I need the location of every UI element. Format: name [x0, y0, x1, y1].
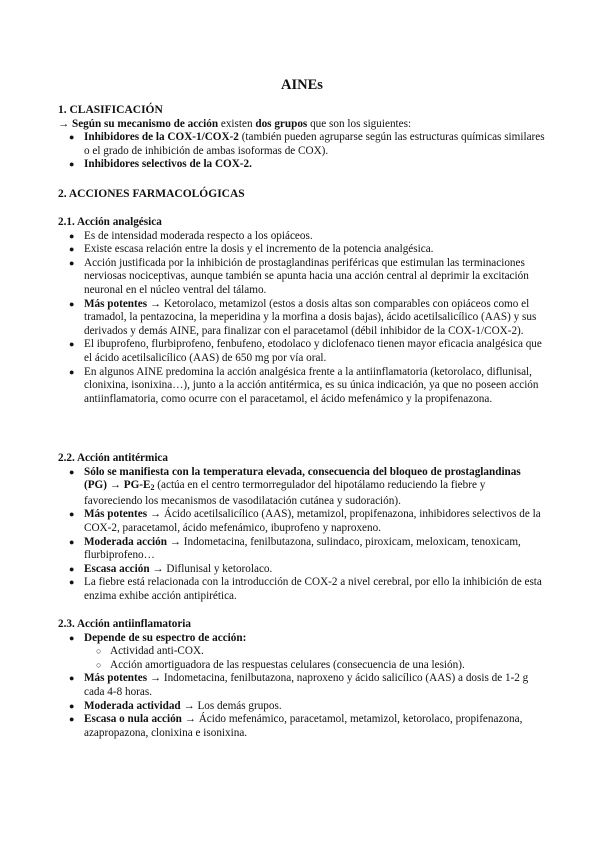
bullet-icon: ●: [69, 244, 75, 255]
classification-list: [58, 131, 546, 172]
hollow-bullet-icon: ○: [96, 659, 102, 670]
antitermica-list: [58, 466, 546, 604]
list-item: ● Escasa o nula acción → Ácido mefenámico, paracetamol, metamizol, ketorolaco, propifenazona, azapropazona, clonixina e isonixina.: [69, 713, 523, 739]
list-item: ● Escasa acción → Diflunisal y ketorolaco.: [69, 562, 273, 575]
bullet-icon: ●: [69, 366, 75, 377]
bullet-icon: ●: [69, 466, 75, 477]
subsection-antiinflamatoria: [58, 618, 546, 740]
subsection-heading: 2.3. Acción antiinflamatoria: [58, 618, 191, 630]
list-item: ● El ibuprofeno, flurbiprofeno, fenbufeno, etodolaco y diclofenaco tienen mayor eficacia analgésica que el ácido acetilsalicílico (AAS) de 650 mg por vía oral.: [69, 338, 542, 364]
nested-list-item: ○ Actividad anti-COX.: [96, 645, 204, 658]
bullet-icon: ●: [69, 257, 75, 268]
subsection-heading: 2.2. Acción antitérmica: [58, 452, 168, 464]
subsection-analgesica: [58, 216, 546, 406]
list-item: ● Es de intensidad moderada respecto a los opiáceos.: [69, 229, 313, 242]
document-title: AINEs: [281, 77, 323, 93]
list-item: ● Acción justificada por la inhibición de prostaglandinas periféricas que estimulan las terminaciones nerviosas nociceptivas, aunque también se apunta hacia una acción central al deprimir la excitación neuronal en el núcleo ventral del tálamo.: [69, 256, 529, 296]
list-item: ● Sólo se manifiesta con la temperatura elevada, consecuencia del bloqueo de prostaglandinas (PG) → PG-E2 (actúa en el centro termorregulador del hipotálamo reduciendo la fiebre y favoreciendo los mecanismos de vasodilatación cutánea y sudoración).: [69, 465, 521, 507]
list-item: ● Más potentes → Ácido acetilsalicílico (AAS), metamizol, propifenazona, inhibidores selectivos de la COX-2, paracetamol, ácido mefenámico, ibuprofeno y naproxeno.: [69, 508, 541, 534]
bullet-icon: ●: [69, 700, 75, 711]
list-item: ● Más potentes → Indometacina, fenilbutazona, naproxeno y ácido salicílico (AAS) a dosis de 1-2 g cada 4-8 horas.: [69, 672, 529, 698]
section-clasificacion: [58, 104, 546, 172]
bullet-icon: ●: [69, 509, 75, 520]
bullet-icon: ●: [69, 673, 75, 684]
bullet-icon: ●: [69, 714, 75, 725]
list-item: ● Más potentes → Ketorolaco, metamizol (estos a dosis altas son comparables con opiáceos como el tramadol, la pentazocina, la meperidina y la morfina a dosis bajas), ácido acetilsalicílico (AAS) y sus derivados y demás AINE, para finalizar con el paracetamol (débil inhibidor de la COX-1/COX-2).: [69, 297, 537, 337]
bullet-icon: ●: [69, 230, 75, 241]
bullet-icon: ●: [69, 632, 75, 643]
section-intro: → Según su mecanismo de acción existen dos grupos que son los siguientes:: [58, 117, 412, 130]
list-item: ● Depende de su espectro de acción: ○ Actividad anti-COX. ○ Acción amortiguadora de las respuestas celulares (consecuencia de una lesión).: [58, 632, 546, 673]
analgesica-list: [58, 230, 546, 407]
bullet-icon: ●: [69, 132, 75, 143]
subsection-heading: 2.1. Acción analgésica: [58, 216, 162, 228]
bullet-icon: ●: [69, 298, 75, 309]
antiinflamatoria-list: [58, 632, 546, 741]
section-heading: 1. CLASIFICACIÓN: [58, 104, 163, 116]
bullet-icon: ●: [69, 159, 75, 170]
bullet-icon: ●: [69, 563, 75, 574]
list-item: ● Inhibidores selectivos de la COX-2.: [69, 158, 252, 171]
list-item: ● La fiebre está relacionada con la introducción de COX-2 a nivel cerebral, por ello la inhibición de esta enzima exhibe acción antipirética.: [69, 576, 542, 602]
bullet-icon: ●: [69, 577, 75, 588]
list-item: ● En algunos AINE predomina la acción analgésica frente a la antiinflamatoria (ketorolaco, diflunisal, clonixina, isonixina…), junto a la acción antitérmica, es su única indicación, ya que no poseen acción antiinflamatoria, como ocurre con el paracetamol, el ácido mefenámico y la propifenazona.: [69, 365, 539, 405]
arrow-glyph: →: [58, 117, 70, 130]
bullet-icon: ●: [69, 339, 75, 350]
list-item: ● Existe escasa relación entre la dosis y el incremento de la potencia analgésica.: [69, 243, 434, 256]
subsection-antitermica: [58, 452, 546, 604]
nested-list: [58, 645, 546, 672]
bullet-icon: ●: [69, 536, 75, 547]
list-item: ● Moderada acción → Indometacina, fenilbutazona, sulindaco, piroxicam, meloxicam, tenoxicam, flurbiprofeno…: [69, 535, 521, 562]
list-item: ● Moderada actividad → Los demás grupos.: [69, 699, 282, 712]
nested-list-item: ○ Acción amortiguadora de las respuestas celulares (consecuencia de una lesión).: [96, 658, 465, 671]
list-item: ● Inhibidores de la COX-1/COX-2 (también pueden agruparse según las estructuras químicas similares o el grado de inhibición de ambas isoformas de COX).: [69, 131, 545, 157]
section-heading: 2. ACCIONES FARMACOLÓGICAS: [58, 188, 245, 200]
hollow-bullet-icon: ○: [96, 646, 102, 657]
